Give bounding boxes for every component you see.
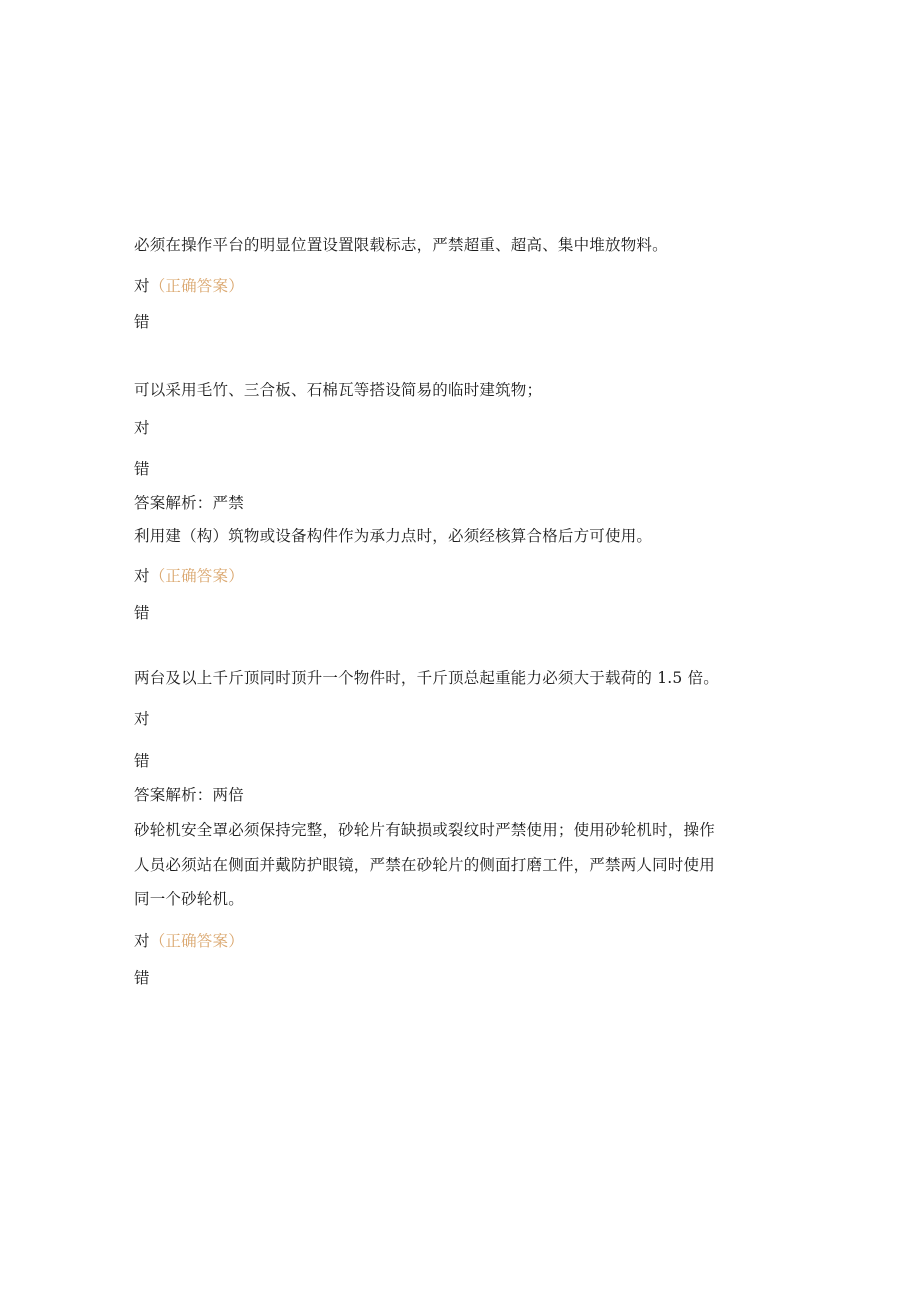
question-5-stem-line-1: 砂轮机安全罩必须保持完整，砂轮片有缺损或裂纹时严禁使用；使用砂轮机时，操作	[134, 821, 715, 839]
correct-answer-tag: （正确答案）	[149, 567, 244, 585]
question-5-stem-line-2: 人员必须站在侧面并戴防护眼镜，严禁在砂轮片的侧面打磨工件，严禁两人同时使用	[134, 856, 715, 874]
question-1-stem: 必须在操作平台的明显位置设置限载标志，严禁超重、超高、集中堆放物料。	[134, 236, 668, 254]
question-5-stem-line-3: 同一个砂轮机。	[134, 890, 244, 908]
question-1-option-false: 错	[134, 313, 150, 331]
question-3-stem: 利用建（构）筑物或设备构件作为承力点时，必须经核算合格后方可使用。	[134, 527, 653, 545]
question-2-option-true: 对	[134, 419, 150, 437]
option-true-label: 对	[134, 932, 150, 950]
option-true-label: 对	[134, 277, 150, 295]
correct-answer-tag: （正确答案）	[149, 277, 244, 295]
question-4-analysis: 答案解析：两倍	[134, 786, 244, 804]
question-5-option-false: 错	[134, 969, 150, 987]
question-4-option-false: 错	[134, 752, 150, 770]
question-3-option-false: 错	[134, 604, 150, 622]
question-2-stem: 可以采用毛竹、三合板、石棉瓦等搭设简易的临时建筑物；	[134, 381, 543, 399]
question-4-option-true: 对	[134, 710, 150, 728]
correct-answer-tag: （正确答案）	[149, 932, 244, 950]
question-1-option-true	[134, 276, 244, 296]
option-true-label: 对	[134, 567, 150, 585]
question-2-option-false: 错	[134, 460, 150, 478]
question-5-option-true	[134, 931, 244, 951]
question-2-analysis: 答案解析：严禁	[134, 494, 244, 512]
question-3-option-true	[134, 566, 244, 586]
question-4-stem: 两台及以上千斤顶同时顶升一个物件时，千斤顶总起重能力必须大于载荷的 1.5 倍。	[134, 669, 720, 687]
